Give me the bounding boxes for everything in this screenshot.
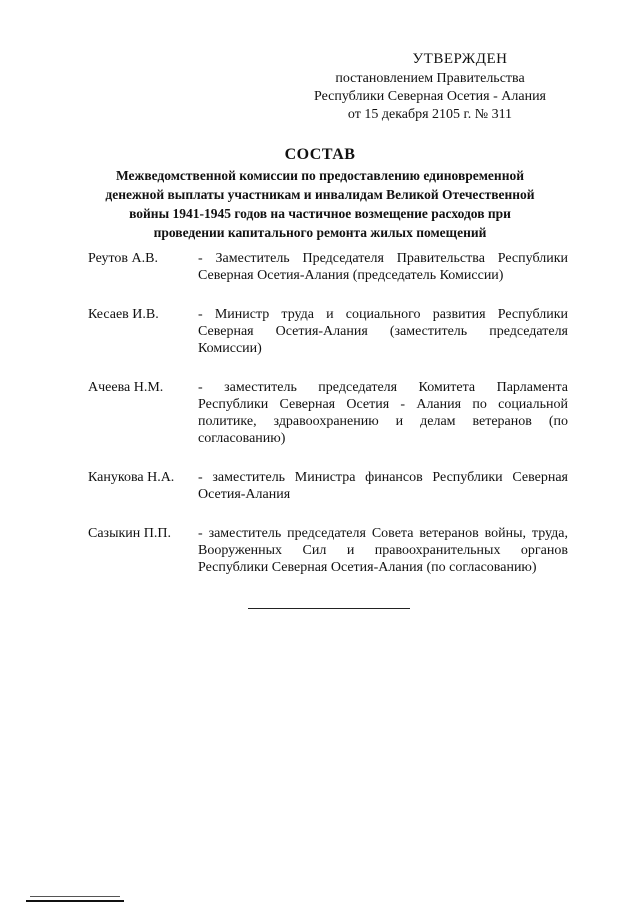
document-heading — [60, 145, 580, 241]
approval-line-resolution: постановлением Правительства — [335, 71, 525, 86]
member-name: Ачеева Н.М. — [88, 380, 164, 395]
end-of-list-divider — [248, 608, 410, 609]
footer-divider-thin — [30, 896, 120, 897]
member-row — [88, 469, 568, 503]
member-name: Кесаев И.В. — [88, 307, 159, 322]
member-role: - заместитель председателя Комитета Парламента Республики Северная Осетия - Алания по социальной политике, здравоохранению и делам ветеранов (по согласованию) — [198, 380, 568, 446]
footer-divider — [26, 900, 124, 902]
member-role: - Заместитель Председателя Правительства Республики Северная Осетия-Алания (председатель Комиссии) — [198, 251, 568, 283]
document-subtitle-line-2: денежной выплаты участникам и инвалидам Великой Отечественной — [105, 187, 535, 202]
member-name: Сазыкин П.П. — [88, 526, 171, 541]
member-row — [88, 306, 568, 357]
commission-members-list — [88, 250, 568, 598]
approved-label: УТВЕРЖДЕН — [412, 51, 508, 67]
member-row — [88, 379, 568, 447]
document-subtitle-line-3: войны 1941-1945 годов на частичное возмещение расходов при — [129, 206, 511, 221]
approval-stamp — [290, 50, 570, 124]
member-role: - заместитель председателя Совета ветеранов войны, труда, Вооруженных Сил и правоохранительных органов Республики Северная Осетия-Алания (по согласованию) — [198, 526, 568, 575]
member-row — [88, 525, 568, 576]
member-name: Канукова Н.А. — [88, 470, 175, 485]
document-subtitle-line-4: проведении капитального ремонта жилых помещений — [153, 225, 487, 240]
member-role: - Министр труда и социального развития Республики Северная Осетия-Алания (заместитель председателя Комиссии) — [198, 307, 568, 356]
approval-line-date-number: от 15 декабря 2105 г. № 311 — [347, 107, 513, 122]
document-title: СОСТАВ — [284, 146, 356, 163]
member-role: - заместитель Министра финансов Республики Северная Осетия-Алания — [198, 470, 568, 502]
document-subtitle-line-1: Межведомственной комиссии по предоставлению единовременной — [115, 168, 525, 183]
approval-line-republic: Республики Северная Осетия - Алания — [314, 89, 546, 104]
member-name: Реутов А.В. — [88, 251, 158, 266]
member-row — [88, 250, 568, 284]
